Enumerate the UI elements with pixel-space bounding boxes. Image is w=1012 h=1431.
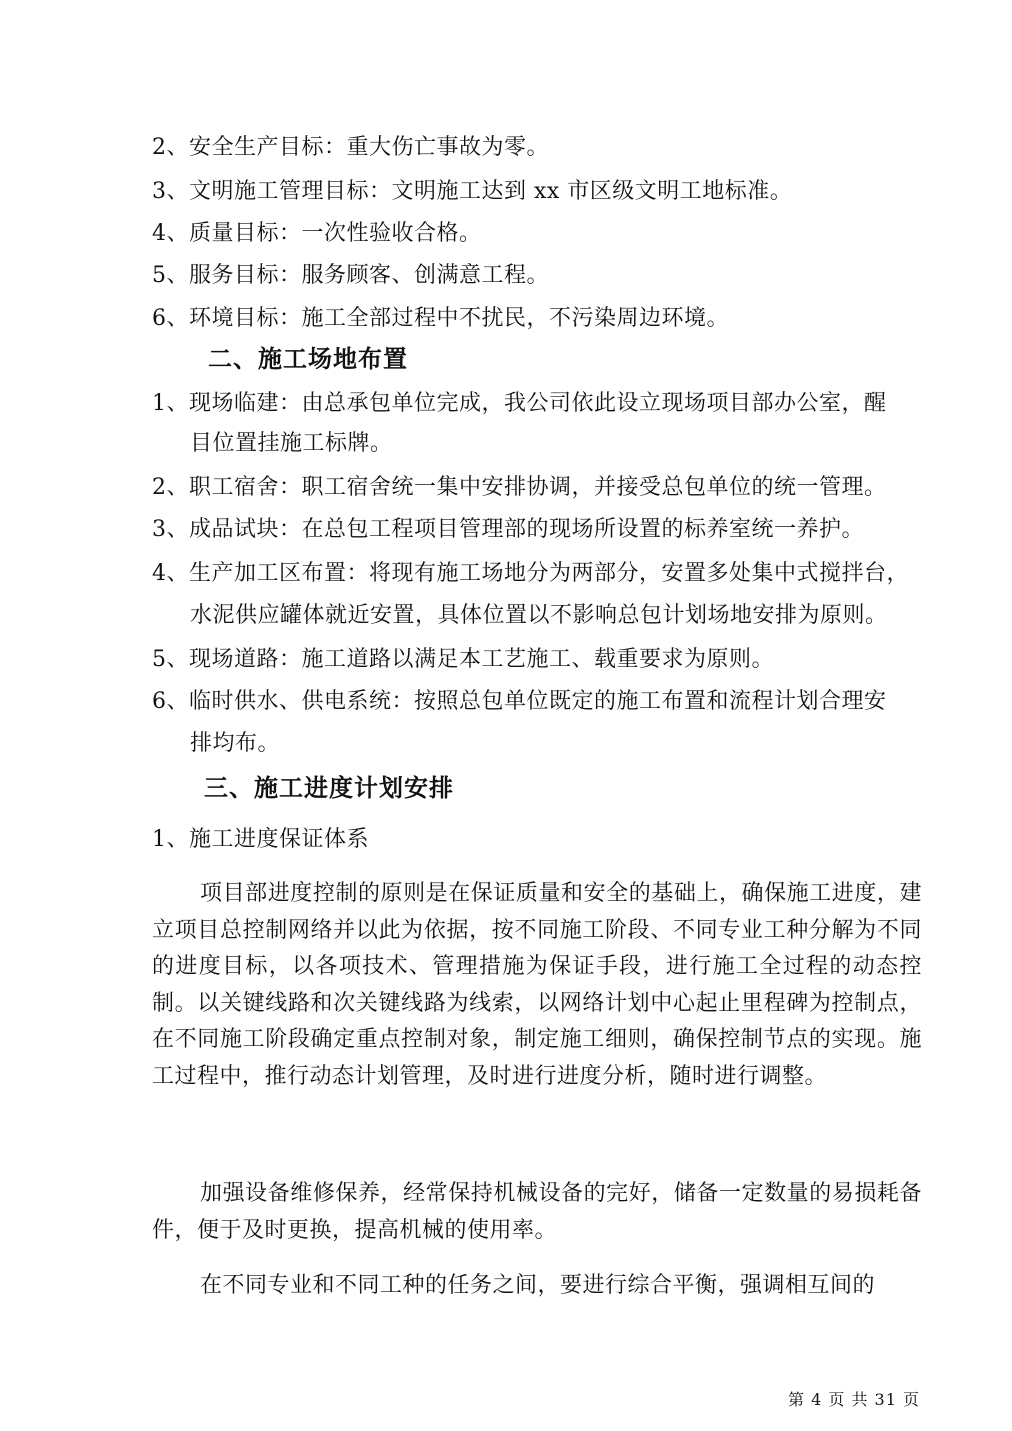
schedule-paragraph-1 (152, 876, 922, 1095)
site-item-processing: 4、生产加工区布置：将现有施工场地分为两部分，安置多处集中式搅拌台， (152, 561, 909, 586)
goal-item-quality: 4、质量目标：一次性验收合格。 (152, 221, 482, 246)
site-item-test-block: 3、成品试块：在总包工程项目管理部的现场所设置的标养室统一养护。 (152, 517, 864, 542)
site-item-temporary-cont: 目位置挂施工标牌。 (190, 431, 393, 456)
site-item-processing-cont: 水泥供应罐体就近安置，具体位置以不影响总包计划场地安排为原则。 (190, 603, 888, 628)
goal-item-environment: 6、环境目标：施工全部过程中不扰民，不污染周边环境。 (152, 306, 729, 331)
goal-item-service: 5、服务目标：服务顾客、创满意工程。 (152, 263, 549, 288)
section-heading-schedule: 三、施工进度计划安排 (204, 774, 454, 802)
page-number-footer: 第 4 页 共 31 页 (788, 1390, 920, 1409)
goal-item-civilized: 3、文明施工管理目标：文明施工达到 xx 市区级文明工地标准。 (152, 179, 793, 204)
site-item-utilities-cont: 排均布。 (190, 731, 281, 756)
site-item-road: 5、现场道路：施工道路以满足本工艺施工、载重要求为原则。 (152, 647, 774, 672)
schedule-paragraph-3-text: 在不同专业和不同工种的任务之间，要进行综合平衡，强调相互间的 (200, 1273, 876, 1298)
schedule-paragraph-2 (152, 1176, 922, 1249)
schedule-paragraph-1-text: 项目部进度控制的原则是在保证质量和安全的基础上，确保施工进度，建立项目总控制网络并以此为依据，按不同施工阶段、不同专业工种分解为不同的进度目标，以各项技术、管理措施为保证手段，进行施工全过程的动态控制。以关键线路和次关键线路为线索，以网络计划中心起止里程碑为控制点，在不同施工阶段确定重点控制对象，制定施工细则，确保控制节点的实现。施工过程中，推行动态计划管理，及时进行进度分析，随时进行调整。 (152, 881, 922, 1089)
schedule-subheading: 1、施工进度保证体系 (152, 827, 369, 852)
schedule-paragraph-2-text: 加强设备维修保养，经常保持机械设备的完好，储备一定数量的易损耗备件，便于及时更换，提高机械的使用率。 (152, 1181, 922, 1243)
goal-item-safety: 2、安全生产目标：重大伤亡事故为零。 (152, 135, 549, 160)
section-heading-site-layout: 二、施工场地布置 (208, 345, 408, 373)
site-item-temporary: 1、现场临建：由总承包单位完成，我公司依此设立现场项目部办公室，醒 (152, 391, 887, 416)
site-item-utilities: 6、临时供水、供电系统：按照总包单位既定的施工布置和流程计划合理安 (152, 689, 887, 714)
schedule-paragraph-3 (152, 1268, 922, 1305)
site-item-dormitory: 2、职工宿舍：职工宿舍统一集中安排协调，并接受总包单位的统一管理。 (152, 475, 887, 500)
